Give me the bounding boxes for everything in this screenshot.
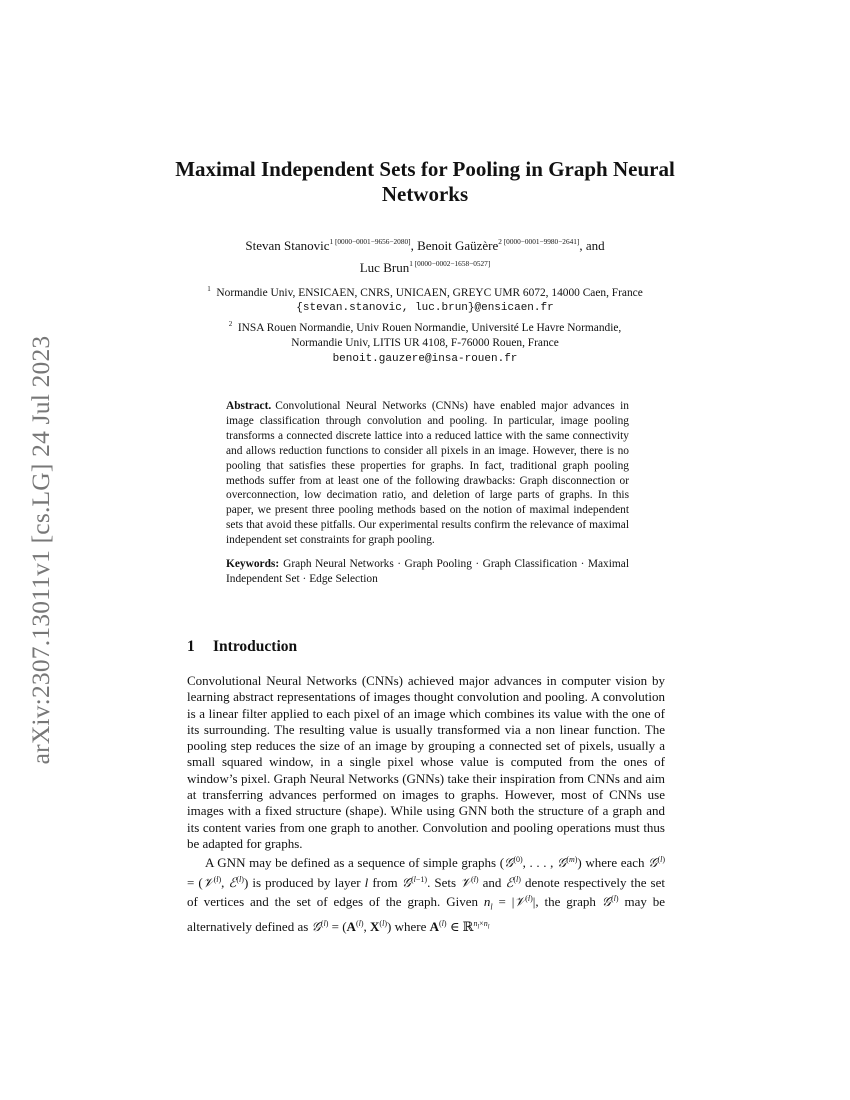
intro-paragraph-1: Convolutional Neural Networks (CNNs) achieved major advances in computer vision by learning abstract representations of images thought convolution and pooling. A convolution is a linear filter applied to each pixel of an image which combines its value with the one of its surrounding. The resulting value is usually transformed via a non linear function. The pooling step reduces the size of an image by grouping a connected set of pixels, usually a small squared window, in a single pixel whose value is computed from the ones of window’s pixel. Graph Neural Networks (GNNs) take their inspiration from CNNs and aim at transferring advances performed on images to graphs. However, most of CNNs use images with a fixed structure (shape). While using GNN both the structure of a graph and its content varies from one graph to another. Convolution and pooling operations must thus be adapted for graphs. xyxy=(187,673,665,851)
affiliation-2 xyxy=(150,317,700,336)
affiliation-1 xyxy=(150,282,700,301)
section-title: Introduction xyxy=(213,638,298,655)
affiliation-text: Normandie Univ, ENSICAEN, CNRS, UNICAEN, GREYC UMR 6072, 14000 Caen, France xyxy=(216,287,643,299)
affiliation-number: 2 xyxy=(228,319,233,328)
affiliation-text: INSA Rouen Normandie, Univ Rouen Normandie, Université Le Havre Normandie, xyxy=(237,321,622,334)
abstract-label: Abstract. xyxy=(226,400,272,412)
affiliations xyxy=(150,282,700,367)
author-orcid: 2 [0000−0001−9980−2641] xyxy=(498,237,580,246)
abstract-text: Convolutional Neural Networks (CNNs) have enabled major advances in image classification through convolution and pooling. In particular, image pooling transforms a connected discrete lattice into a reduced lattice with the same connectivity and allows reduction functions to consider all pixels in an image. However, there is no pooling that satisfies these properties for graphs. In fact, traditional graph pooling methods suffer from at least one of the following drawbacks: Graph disconnection or overconnection, low decimation ratio, and deletion of large parts of graphs. In this paper, we present three pooling methods based on the notion of maximal independent sets that avoid these pitfalls. Our experimental results confirm the relevance of maximal independent set constraints for graph pooling. xyxy=(226,400,629,547)
author-orcid: 1 [0000−0001−9656−2080] xyxy=(329,237,411,246)
affiliation-email: benoit.gauzere@insa-rouen.fr xyxy=(332,352,518,365)
affiliation-number: 1 xyxy=(207,285,211,293)
author-separator: , and xyxy=(579,238,605,253)
keywords-text: Graph Neural Networks · Graph Pooling · Graph Classification · Maximal Independent Set · Edge Selection xyxy=(226,558,629,585)
arxiv-id-text: arXiv:2307.13011v1 [cs.LG] 24 Jul 2023 xyxy=(26,335,55,765)
abstract-block xyxy=(226,399,629,587)
section-heading xyxy=(187,638,297,656)
author-orcid: 1 [0000−0002−1658−0527] xyxy=(409,259,491,268)
intro-body xyxy=(187,673,665,936)
affiliation-email: {stevan.stanovic, luc.brun}@ensicaen.fr xyxy=(296,302,554,315)
author-name: Luc Brun xyxy=(359,260,410,275)
author-name: Benoit Gaüzère xyxy=(417,238,499,253)
section-number: 1 xyxy=(187,638,195,655)
author-name: Stevan Stanovic xyxy=(245,238,330,253)
author-list xyxy=(150,233,700,277)
intro-paragraph-2: A GNN may be defined as a sequence of simple graphs (𝒢$^{(0)}$, . . . , 𝒢$^{(m)}$) where each 𝒢$^{(l)}$ = (𝒱$^{(l)}$, ℰ$^{(l)}$) is produced by layer l from 𝒢$^{(l-1)}$. Sets 𝒱$^{(l)}$ and ℰ$^{(l)}$ denote respectively the set of vertices and the set of edges of the graph. Given $n_l$ = |𝒱$^{(l)}$|, the graph 𝒢$^{(l)}$ may be alternatively defined as 𝒢$^{(l)}$ = ($A^{(l)}$, $X^{(l)}$) where $A^{(l)}$ ∈ ℝ$^{n_l\times n_l}$ xyxy=(187,855,666,934)
author-separator: , xyxy=(410,238,418,253)
paper-title: Maximal Independent Sets for Pooling in Graph Neural Networks xyxy=(175,157,675,206)
keywords-label: Keywords: xyxy=(226,558,280,571)
arxiv-identifier xyxy=(21,295,61,805)
affiliation-text-2: Normandie Univ, LITIS UR 4108, F-76000 Rouen, France xyxy=(291,337,559,350)
